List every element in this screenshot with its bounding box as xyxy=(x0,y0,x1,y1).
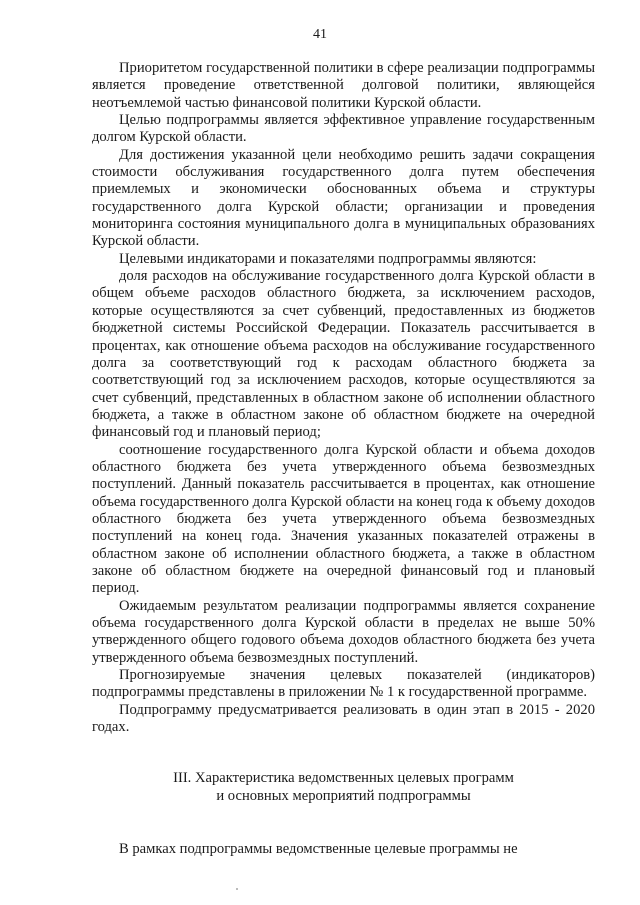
paragraph-priority: Приоритетом государственной политики в сфере реализации подпрограммы является проведение ответственной долговой политики, являющейся неотъемлемой частью финансовой политики Курской области. xyxy=(92,60,595,111)
section-heading-line-2: и основных мероприятий подпрограммы xyxy=(216,787,471,804)
paragraph-expected-result: Ожидаемым результатом реализации подпрограммы является сохранение объема государственного долга Курской области в пределах не выше 50% утвержденного общего годового объема доходов областного бюджета без учета утвержденного объема безвозмездных поступлений. xyxy=(92,597,595,666)
document-body xyxy=(92,60,595,858)
paragraph-tasks: Для достижения указанной цели необходимо решить задачи сокращения стоимости обслуживания государственного долга путем обеспечения приемлемых и экономически обоснованных объема и структуры государственного долга Курской области; организации и проведения мониторинга состояния муниципального долга в муниципальных образованиях Курской области. xyxy=(92,146,595,250)
paragraph-indicators-intro: Целевыми индикаторами и показателями подпрограммы являются: xyxy=(119,250,537,267)
paragraph-goal: Целью подпрограммы является эффективное управление государственным долгом Курской области. xyxy=(92,112,595,146)
paragraph-forecast-values: Прогнозируемые значения целевых показателей (индикаторов) подпрограммы представлены в приложении № 1 к государственной программе. xyxy=(92,667,595,701)
section-heading xyxy=(92,770,595,805)
paragraph-indicator-debt-ratio: соотношение государственного долга Курской области и объема доходов областного бюджета без учета утвержденного объема безвозмездных поступлений. Данный показатель рассчитывается в процентах, как отношение объема государственного долга Курской области на конец года к объему доходов областного бюджета без учета утвержденного объема безвозмездных поступлений на конец года. Значения указанных показателей отражены в областном законе об исполнении областного бюджета, а также в областном законе об областном бюджете на очередной финансовый год и плановый период. xyxy=(92,441,595,597)
paragraph-section-start: В рамках подпрограммы ведомственные целевые программы не xyxy=(119,841,518,858)
paragraph-implementation-period: Подпрограмму предусматривается реализовать в один этап в 2015 - 2020 годах. xyxy=(92,701,595,736)
scan-artifact xyxy=(236,888,238,890)
paragraph-indicator-expenses: доля расходов на обслуживание государственного долга Курской области в общем объеме расходов областного бюджета, за исключением расходов, которые осуществляются за счет субвенций, предоставленных из бюджетов бюджетной системы Российской Федерации. Показатель рассчитывается в процентах, как отношение объема расходов на обслуживание государственного долга за соответствующий год к расходам областного бюджета за соответствующий год за исключением расходов, которые осуществляются за счет субвенций, представленных в областном законе об исполнении областного бюджета, а также в областном законе об областном бюджете на очередной финансовый год и плановый период; xyxy=(92,268,595,441)
section-heading-line-1: III. Характеристика ведомственных целевых программ xyxy=(173,770,514,787)
page-number: 41 xyxy=(313,27,327,42)
